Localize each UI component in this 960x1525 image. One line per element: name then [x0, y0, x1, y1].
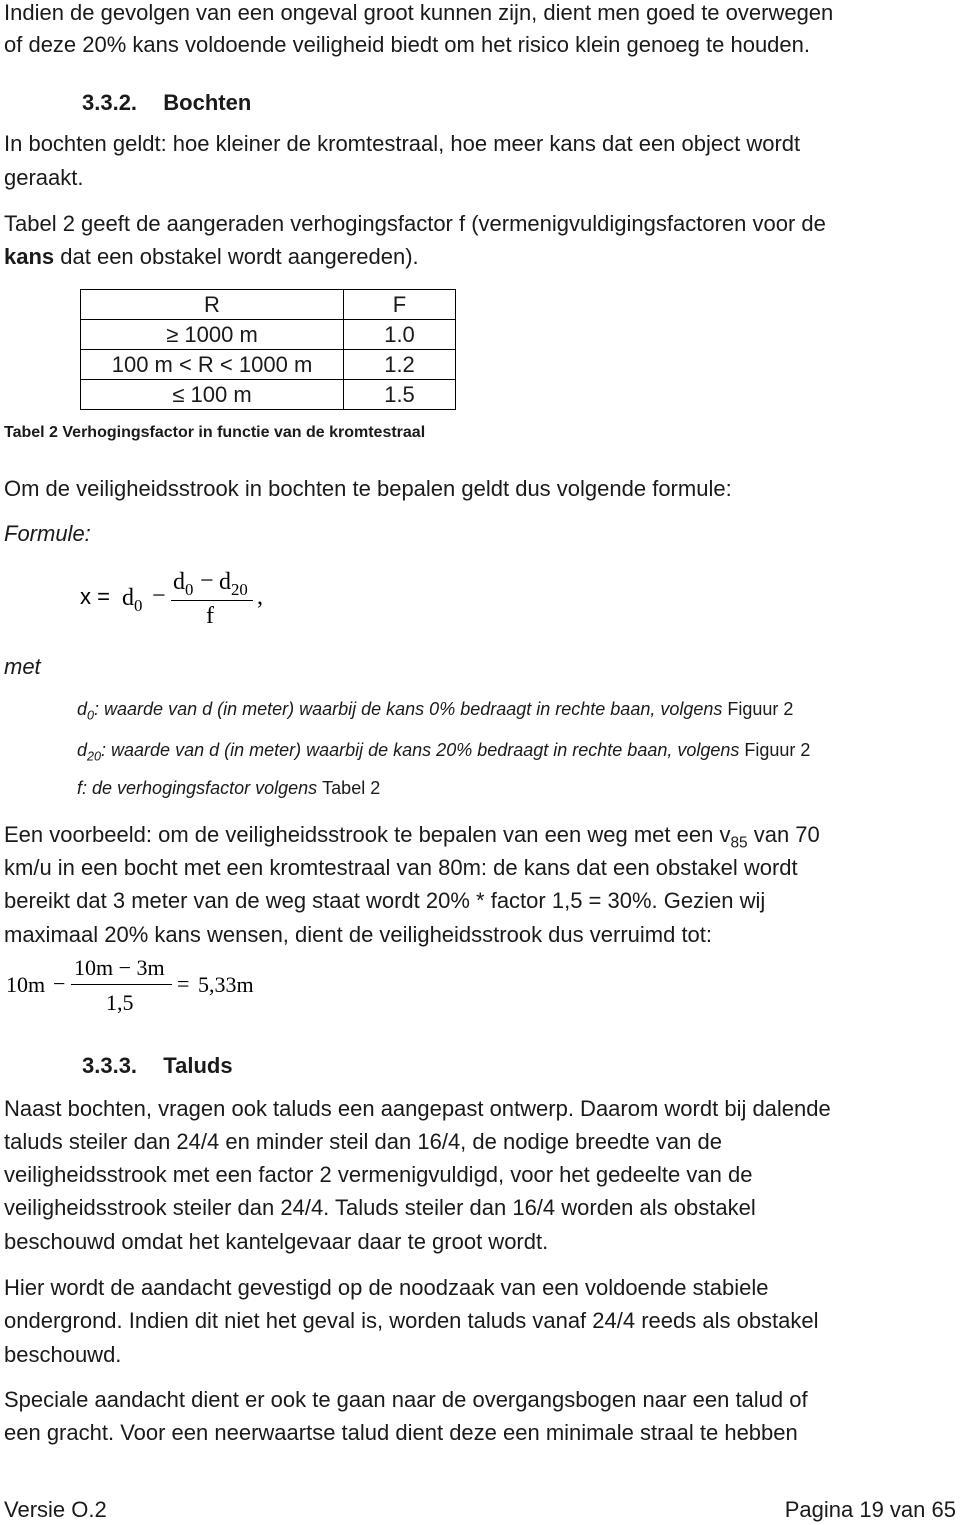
section-heading-taluds: [82, 1053, 233, 1079]
formula-lead: Om de veiligheidsstrook in bochten te bepalen geldt dus volgende formule:: [4, 476, 732, 501]
bochten-p2-line1: Tabel 2 geeft de aangeraden verhogingsfactor f (vermenigvuldigingsfactoren voor de: [4, 211, 826, 236]
formula-met: met: [4, 654, 41, 679]
taluds-p3-line: een gracht. Voor een neerwaartse talud dient deze een minimale straal te hebben: [4, 1420, 798, 1445]
header-r: R: [81, 290, 344, 320]
header-f: F: [344, 290, 456, 320]
table-row: [81, 380, 456, 410]
definition-d20: $d_{20}$: waarde van d (in meter) waarbij de kans 20% bedraagt in rechte baan, volgens Figuur 2: [77, 740, 811, 764]
section-number: 3.3.3.: [82, 1053, 138, 1078]
taluds-p1-line: Naast bochten, vragen ook taluds een aangepast ontwerp. Daarom wordt bij dalende: [4, 1096, 831, 1121]
calc-denominator: 1,5: [106, 990, 134, 1015]
table-header-row: [81, 290, 456, 320]
cell-f: 1.2: [344, 350, 456, 380]
section-title: Taluds: [163, 1053, 233, 1078]
bold-kans: kans: [4, 244, 55, 269]
intro-line-1: Indien de gevolgen van een ongeval groot kunnen zijn, dient men goed te overwegen: [4, 0, 834, 25]
taluds-p2-line: ondergrond. Indien dit niet het geval is, worden taluds vanaf 24/4 reeds als obstakel: [4, 1308, 819, 1333]
calc-fraction-bar: [71, 984, 172, 985]
calc-lead: 10m: [6, 972, 46, 997]
taluds-p2-line: beschouwd.: [4, 1342, 122, 1367]
cell-r: ≥ 1000 m: [81, 320, 344, 350]
formula-numerator-d20: $d_{20}$: [219, 569, 248, 599]
section-title: Bochten: [163, 90, 252, 115]
formula-comma: ,: [257, 584, 263, 610]
definition-d0: $d_0$: waarde van d (in meter) waarbij de kans 0% bedraagt in rechte baan, volgens Figuur 2: [77, 699, 794, 723]
calc-minus: −: [53, 971, 66, 996]
footer-version: Versie O.2: [4, 1497, 107, 1522]
formula-numerator-minus: −: [200, 568, 214, 594]
calc-result: 5,33m: [198, 972, 254, 997]
taluds-p2-line: Hier wordt de aandacht gevestigd op de noodzaak van een voldoende stabiele: [4, 1275, 769, 1300]
formula-denominator-f: f: [206, 603, 214, 629]
formula-numerator-d0: $d_0$: [173, 569, 194, 599]
bochten-p1-line2: geraakt.: [4, 165, 84, 190]
taluds-p1-line: beschouwd omdat het kantelgevaar daar te groot wordt.: [4, 1229, 549, 1254]
formula-d0-lead: $d_0$: [122, 585, 143, 615]
bochten-p2-line2: [4, 244, 419, 270]
footer-page-number: Pagina 19 van 65: [784, 1497, 956, 1522]
bochten-p2-line2-rest: dat een obstakel wordt aangereden).: [54, 244, 419, 269]
taluds-p3-line: Speciale aandacht dient er ook te gaan naar de overgangsbogen naar een talud of: [4, 1387, 808, 1412]
example-line-1: Een voorbeeld: om de veiligheidsstrook te bepalen van een weg met een $v_{85}$ van 70: [4, 822, 820, 852]
section-number: 3.3.2.: [82, 90, 138, 115]
cell-f: 1.0: [344, 320, 456, 350]
bochten-p1-line1: In bochten geldt: hoe kleiner de kromtestraal, hoe meer kans dat een object wordt: [4, 131, 801, 156]
formula-label: Formule:: [4, 521, 91, 546]
definition-f: f: de verhogingsfactor volgens Tabel 2: [77, 778, 381, 798]
taluds-p1-line: veiligheidsstrook steiler dan 24/4. Taluds steiler dan 16/4 worden als obstakel: [4, 1195, 756, 1220]
example-line-4: maximaal 20% kans wensen, dient de veiligheidsstrook dus verruimd tot:: [4, 922, 713, 947]
taluds-p1-line: veiligheidsstrook met een factor 2 vermenigvuldigd, voor het gedeelte van de: [4, 1162, 753, 1187]
cell-r: 100 m < R < 1000 m: [81, 350, 344, 380]
cell-f: 1.5: [344, 380, 456, 410]
table-caption: Tabel 2 Verhogingsfactor in functie van de kromtestraal: [4, 424, 426, 441]
section-heading-bochten: [82, 90, 251, 116]
example-line-2: km/u in een bocht met een kromtestraal van 80m: de kans dat een obstakel wordt: [4, 855, 798, 880]
calc-numerator: 10m − 3m: [74, 955, 165, 980]
calc-equals: =: [177, 971, 190, 996]
verhogingsfactor-table: [80, 289, 456, 410]
formula-fraction-bar: [171, 600, 253, 601]
taluds-p1-line: taluds steiler dan 24/4 en minder steil dan 16/4, de nodige breedte van de: [4, 1129, 722, 1154]
table-row: [81, 320, 456, 350]
cell-r: ≤ 100 m: [81, 380, 344, 410]
intro-line-2: of deze 20% kans voldoende veiligheid biedt om het risico klein genoeg te houden.: [4, 32, 810, 57]
example-line-3: bereikt dat 3 meter van de weg staat wordt 20% * factor 1,5 = 30%. Gezien wij: [4, 888, 766, 913]
formula-minus: −: [152, 583, 166, 609]
formula-x-eq: x =: [80, 584, 110, 609]
table-row: [81, 350, 456, 380]
